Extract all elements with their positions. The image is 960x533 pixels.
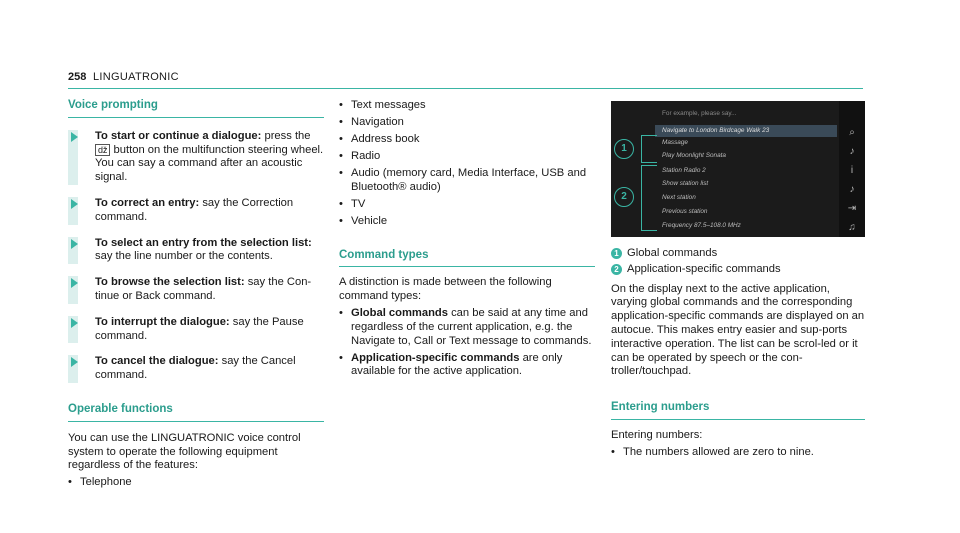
column-left: [68, 99, 324, 493]
step-select-entry: [68, 237, 324, 265]
step-bold: To correct an entry:: [95, 196, 200, 209]
step-correct-entry: [68, 197, 324, 225]
column-middle: [339, 99, 595, 382]
list-item: • The numbers allowed are zero to nine.: [611, 446, 865, 460]
legend-number: 1: [611, 248, 622, 259]
chapter-title: LINGUATRONIC: [93, 71, 179, 83]
command-types-list: [339, 307, 595, 379]
step-text: say the Con-tinue or Back command.: [95, 276, 312, 302]
note-icon: ♪: [849, 146, 855, 157]
entering-intro: Entering numbers:: [611, 428, 703, 441]
entering-list: [611, 446, 865, 460]
step-text: button on the multifunction steering wheel.: [110, 143, 324, 156]
operable-intro: You can use the LINGUATRONIC voice control system to operate the following equipment regardless of the features:: [68, 431, 301, 472]
step-bold: To start or continue a dialogue:: [95, 129, 262, 142]
arrow-icon: [71, 357, 78, 367]
operable-list-part1: [68, 476, 324, 490]
marker-2: 2: [614, 187, 634, 207]
item-text: are only available for the active application.: [351, 351, 563, 378]
voice-button-icon: ǆ: [95, 144, 110, 156]
step-text: You can say a command after an acoustic signal.: [95, 157, 303, 184]
list-item: • Address book: [339, 133, 595, 147]
autocue-row: Play Moonlight Sonata: [662, 152, 726, 159]
list-item: • Audio (memory card, Media Interface, USB and Bluetooth® audio): [339, 167, 595, 195]
arrow-icon: [71, 199, 78, 209]
note-icon: ♪: [849, 184, 855, 195]
arrow-icon: [71, 239, 78, 249]
list-item: • Vehicle: [339, 215, 595, 229]
item-text: can be said at any time and regardless of the current application, e.g. the Navigate to, Call or Text message to commands.: [351, 307, 592, 347]
autocue-row: Station Radio 2: [662, 167, 706, 174]
display-paragraph: On the display next to the active application, varying global commands and the corresponding application-specific commands are displayed on an autocue. This makes entry easier and sup-ports interactive operation. The list can be scrol-led or it can be operated by speech or the con-troller/touchpad.: [611, 282, 865, 378]
item-bold: Global commands: [351, 307, 448, 320]
step-text: say the Cancel command.: [95, 355, 296, 382]
step-text: press the: [261, 129, 311, 142]
step-bold: To select an entry from the selection list:: [95, 236, 312, 249]
step-bold: To browse the selection list:: [95, 276, 245, 289]
step-text: say the Pause command.: [95, 315, 304, 342]
side-toolbar: [839, 101, 865, 237]
search-icon: ⌕: [849, 127, 855, 138]
autocue-row: Frequency 87.5–108.0 MHz: [662, 222, 741, 229]
list-item: [339, 352, 595, 380]
legend-number: 2: [611, 264, 622, 275]
autocue-row: Next station: [662, 194, 696, 201]
legend-text: Global commands: [627, 247, 718, 259]
autocue-prompt: For example, please say...: [662, 110, 737, 117]
operable-list-part2: [339, 99, 595, 229]
arrow-icon: [71, 132, 78, 142]
section-title-command-types: Command types: [339, 248, 429, 261]
step-start-dialogue: [68, 130, 324, 185]
step-cancel: [68, 355, 324, 383]
bracket-global: [641, 135, 657, 163]
legend-item: [611, 247, 865, 261]
display-screenshot: [611, 101, 865, 237]
command-types-intro: A distinction is made between the following command types:: [339, 276, 552, 303]
autocue-row: Show station list: [662, 180, 709, 187]
list-item: • TV: [339, 198, 595, 212]
autocue-row: Navigate to London Birdcage Walk 23: [662, 127, 770, 134]
arrow-icon: [71, 318, 78, 328]
step-bold: To cancel the dialogue:: [95, 355, 219, 368]
step-bold: To interrupt the dialogue:: [95, 315, 230, 328]
step-browse-list: [68, 276, 324, 304]
music-icon: ♫: [848, 222, 856, 233]
bracket-app: [641, 165, 657, 231]
header-rule: [68, 88, 863, 89]
section-title-voice-prompting: Voice prompting: [68, 99, 158, 111]
list-item: • Navigation: [339, 116, 595, 130]
autocue-row: Massage: [662, 139, 688, 146]
section-title-entering-numbers: Entering numbers: [611, 401, 710, 414]
legend-item: [611, 263, 865, 277]
column-right: [611, 247, 865, 463]
autocue-row: Previous station: [662, 208, 708, 215]
list-item: • Radio: [339, 150, 595, 164]
skip-icon: ⇥: [847, 203, 857, 214]
marker-1: 1: [614, 139, 634, 159]
step-text: say the Correction command.: [95, 196, 294, 223]
list-item: [339, 307, 595, 348]
item-bold: Application-specific commands: [351, 351, 520, 364]
list-item: • Text messages: [339, 99, 595, 113]
page-number: 258: [68, 71, 87, 83]
step-interrupt: [68, 316, 324, 344]
arrow-icon: [71, 278, 78, 288]
step-text: say the line number or the contents.: [95, 250, 273, 263]
list-item: • Telephone: [68, 476, 324, 490]
legend-text: Application-specific commands: [627, 262, 781, 275]
section-title-operable: Operable functions: [68, 402, 173, 415]
info-icon: i: [850, 165, 854, 176]
